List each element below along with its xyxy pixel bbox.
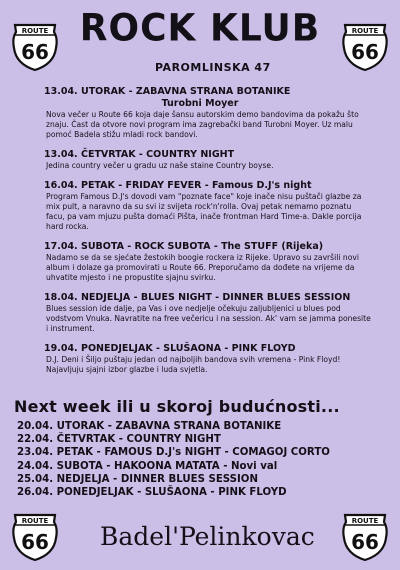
address: PAROMLINSKA 47 (155, 61, 271, 74)
route66-shield-top-right-icon (342, 22, 388, 72)
next-week-item: 26.04. PONEDJELJAK - SLUŠAONA - PINK FLOYD (17, 487, 287, 499)
event-description: Nova večer u Route 66 koja daje šansu autorskim demo bandovima da pokažu što znaju. Čast da otvore novi program ima zagrebački band Turobni Moyer. Uz malu pomoć Badela stižu mladi rock bandovi. (46, 110, 359, 139)
event-item (28, 343, 372, 375)
event-item (28, 149, 372, 171)
shield-label: ROUTE (21, 517, 49, 525)
event-heading (28, 292, 372, 304)
route66-shield-bottom-left-icon (12, 512, 58, 562)
next-week-list (17, 420, 387, 499)
event-title: SUBOTA - ROCK SUBOTA - The STUFF (Rijeka) (80, 241, 324, 252)
shield-number: 66 (21, 40, 49, 64)
shield-label: ROUTE (351, 27, 379, 35)
event-description: Nadamo se da se sjećate žestokih boogie rockera iz Rijeke. Upravo su završili novi album i dolaze ga promovirati u Route 66. Preporučamo da dođete na vrijeme da uhvatite mjesto i ne propustite sjajnu svirku. (46, 253, 359, 282)
event-date: 13.04. (44, 86, 78, 97)
event-date: 13.04. (44, 149, 78, 160)
shield-number: 66 (21, 530, 49, 554)
event-subtitle: Turobni Moyer (161, 98, 239, 109)
event-date: 19.04. (44, 343, 78, 354)
event-heading (28, 241, 372, 253)
event-title: NEDJELJA - BLUES NIGHT - DINNER BLUES SESSION (80, 292, 351, 303)
next-week-item: 23.04. PETAK - FAMOUS D.J's NIGHT - COMAGOJ CORTO (17, 447, 330, 459)
shield-label: ROUTE (21, 27, 49, 35)
next-week-item: 24.04. SUBOTA - HAKOONA MATATA - Novi val (17, 460, 278, 472)
event-heading (28, 149, 372, 161)
event-heading (28, 343, 372, 355)
next-week-item: 25.04. NEDJELJA - DINNER BLUES SESSION (17, 473, 258, 485)
event-heading (28, 180, 372, 192)
event-date: 17.04. (44, 241, 78, 252)
next-week-item: 22.04. ČETVRTAK - COUNTRY NIGHT (17, 434, 221, 446)
event-list (28, 86, 372, 384)
sponsor-logo: Badel'Pelinkovac (100, 522, 315, 551)
event-item (28, 292, 372, 334)
event-item (28, 180, 372, 232)
event-description: D.J. Deni i Šiljo puštaju jedan od najboljih bandova svih vremena - Pink Floyd! Najavljuju sjajni izbor glazbe i luda svjetla. (46, 355, 341, 374)
event-heading (28, 86, 372, 98)
shield-label: ROUTE (351, 517, 379, 525)
event-title: ČETVRTAK - COUNTRY NIGHT (80, 149, 235, 160)
next-week-heading: Next week ili u skoroj budućnosti... (14, 397, 340, 416)
shield-number: 66 (351, 40, 379, 64)
event-description: Program Famous D.J's dovodi vam "poznate face" koje inače nisu puštači glazbe za mix pult, a naravno da su svi iz svijeta rock'n'rolla. Ovaj petak nemamo poznatu facu, pa vam mjuzu pušta domaći Pišta, inače frontman Hard Time-a. Dakle porcija hard rocka. (46, 192, 362, 231)
event-title: PONEDJELJAK - SLUŠAONA - PINK FLOYD (80, 343, 296, 354)
event-description: Jedina country večer u gradu uz naše staine Country boyse. (46, 161, 274, 170)
event-date: 18.04. (44, 292, 78, 303)
event-item (28, 241, 372, 283)
next-week-item: 20.04. UTORAK - ZABAVNA STRANA BOTANIKE (17, 421, 282, 432)
event-item (28, 86, 372, 140)
event-date: 16.04. (44, 180, 78, 191)
event-title: PETAK - FRIDAY FEVER - Famous D.J's night (80, 180, 312, 191)
page-title: ROCK KLUB (79, 6, 321, 51)
route66-shield-top-left-icon (12, 22, 58, 72)
shield-number: 66 (351, 530, 379, 554)
route66-shield-bottom-right-icon (342, 512, 388, 562)
event-title: UTORAK - ZABAVNA STRANA BOTANIKE (80, 86, 291, 97)
event-description: Blues session ide dalje, pa Vas i ove nedjelje očekuju zaljubljenici u blues pod vodstvom Vnuka. Navratite na free večericu i na session. Ak' vam se jamma ponesite i instrument. (46, 304, 371, 333)
